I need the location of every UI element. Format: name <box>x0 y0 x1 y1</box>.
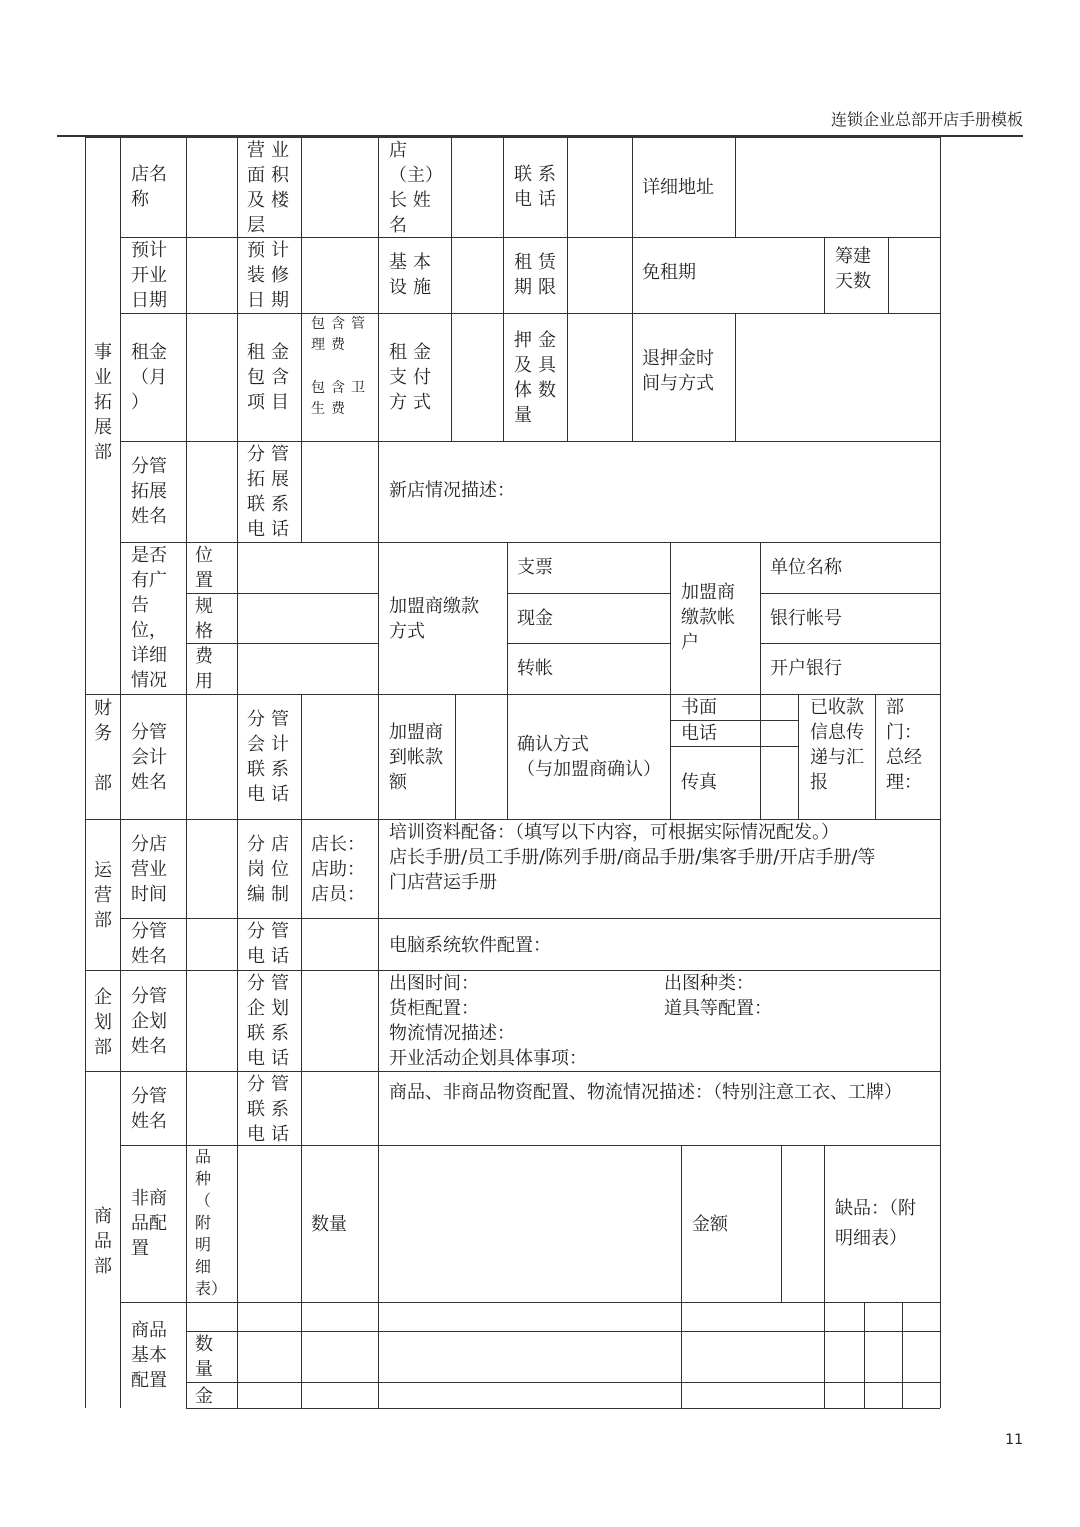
row-line <box>186 1331 940 1332</box>
row-line <box>120 441 940 442</box>
label-ad: 是否 有广 告 位， 详细 情况 <box>131 545 167 691</box>
label-opening: 开业活动企划具体事项： <box>389 1048 587 1069</box>
col-line <box>824 237 825 313</box>
dept-column-line <box>120 137 121 1408</box>
label-mgr-name: 分管 拓展 姓名 <box>131 456 167 527</box>
col-line <box>301 1071 302 1408</box>
dept-line-merchandise <box>85 1071 940 1072</box>
col-line <box>864 1302 865 1408</box>
label-staffing: 分店 岗位 编制 <box>247 834 295 905</box>
label-ad-fee: 费 用 <box>195 646 213 692</box>
dept-planning: 企 划 部 <box>94 987 112 1058</box>
col-line <box>378 1071 379 1408</box>
label-dept: 部 门： 总经 理： <box>886 697 922 793</box>
label-facilities: 基本 设施 <box>389 252 437 298</box>
label-basic: 商品 基本 配置 <box>131 1320 167 1391</box>
label-franchise-acct: 加盟商 缴款帐 户 <box>681 582 735 653</box>
col-line <box>237 542 238 694</box>
label-area-floor: 营业 面积 及楼 层 <box>247 140 295 236</box>
col-line <box>681 1145 682 1408</box>
label-acct-name: 分管 会计 姓名 <box>131 722 167 793</box>
row-line <box>120 542 940 543</box>
col-line <box>301 970 302 1071</box>
row-line <box>186 593 378 594</box>
label-bank-acct: 银行帐号 <box>770 608 842 629</box>
row-line <box>507 643 670 644</box>
label-ops-mgr-name: 分管 姓名 <box>131 921 167 967</box>
label-mgr-phone: 分管 拓展 联系 电话 <box>247 444 295 540</box>
col-line <box>875 694 876 819</box>
col-line <box>237 970 238 1071</box>
label-pc: 电脑系统软件配置： <box>389 935 551 956</box>
label-non-goods: 非商 品配 置 <box>131 1188 167 1259</box>
label-ops-mgr-phone: 分管 电话 <box>247 921 295 967</box>
label-contact-phone: 联系 电话 <box>514 164 562 210</box>
label-new-store-desc: 新店情况描述： <box>389 480 515 501</box>
form-top-line <box>85 137 940 138</box>
label-phone: 电话 <box>681 723 717 744</box>
col-line <box>507 542 508 694</box>
label-transfer: 转帐 <box>517 658 553 679</box>
col-line <box>237 137 238 542</box>
row-line <box>670 746 798 747</box>
label-quantity: 数量 <box>311 1214 347 1235</box>
col-line <box>902 1302 903 1408</box>
col-line <box>455 694 456 819</box>
label-merch-mgr-name: 分管 姓名 <box>131 1086 167 1132</box>
col-line <box>186 1071 187 1408</box>
col-line <box>378 819 379 970</box>
col-line <box>451 137 452 441</box>
row-line <box>120 313 940 314</box>
label-open-date: 预计 开业 日期 <box>131 240 167 311</box>
col-line <box>670 694 671 819</box>
col-line <box>503 137 504 441</box>
col-line <box>378 970 379 1071</box>
col-line <box>186 970 187 1071</box>
col-line <box>567 137 568 441</box>
label-rent-free: 免租期 <box>642 262 696 283</box>
label-received: 加盟商 到帐款 额 <box>389 722 443 793</box>
label-prep-days: 筹建 天数 <box>835 246 871 292</box>
label-confirm: 确认方式 （与加盟商确认） <box>517 734 661 780</box>
label-manager-name: 店 （主） 长 姓 名 <box>389 140 443 236</box>
dept-finance: 财 务 部 <box>94 698 112 794</box>
label-qty2: 数 量 <box>195 1334 213 1380</box>
label-plan-mgr-name: 分管 企划 姓名 <box>131 986 167 1057</box>
label-logistics: 物流情况描述： <box>389 1023 515 1044</box>
label-bank: 开户银行 <box>770 658 842 679</box>
label-plan-mgr-phone: 分管 企划 联系 电话 <box>247 973 295 1069</box>
row-line <box>186 643 378 644</box>
col-line <box>824 1302 825 1408</box>
row-line <box>186 1382 940 1383</box>
dept-merchandise: 商 品 部 <box>94 1206 112 1277</box>
col-line <box>301 694 302 819</box>
label-counter: 货柜配置： <box>389 998 479 1019</box>
col-line <box>186 694 187 819</box>
col-line <box>378 137 379 694</box>
col-line <box>301 819 302 970</box>
label-ad-size: 规 格 <box>195 596 213 642</box>
label-rent-items: 租金 包含 项目 <box>247 342 295 413</box>
col-line <box>888 237 889 313</box>
label-shortage: 缺品：（附 明细表） <box>835 1198 916 1249</box>
page-number: 11 <box>1005 1432 1023 1448</box>
row-line <box>760 643 940 644</box>
dept-operations: 运 营 部 <box>94 860 112 931</box>
label-company: 单位名称 <box>770 557 842 578</box>
col-line <box>735 313 736 441</box>
col-line <box>735 137 736 237</box>
row-line <box>507 593 670 594</box>
label-info: 已收款 信息传 递与汇 报 <box>810 697 864 793</box>
label-drawing-type: 出图种类： <box>664 973 754 994</box>
label-decor-date: 预计 装修 日期 <box>247 240 295 311</box>
col-line <box>301 137 302 542</box>
label-cash: 现金 <box>517 608 553 629</box>
col-line <box>378 694 379 819</box>
label-amount: 金额 <box>692 1214 728 1235</box>
col-line <box>186 819 187 970</box>
row-line <box>120 918 940 919</box>
row-line <box>760 593 940 594</box>
col-line <box>760 542 761 694</box>
col-line <box>632 137 633 441</box>
row-line <box>120 1302 940 1303</box>
label-rent: 租金 （月 ） <box>131 342 167 413</box>
col-line <box>798 694 799 819</box>
label-deposit: 押金 及具 体数 量 <box>514 330 562 426</box>
label-variety: 品 种 （ 附 明 细 表） <box>195 1147 228 1298</box>
col-line <box>186 542 187 694</box>
row-line <box>120 237 940 238</box>
label-cheque: 支票 <box>517 557 553 578</box>
col-line <box>237 694 238 819</box>
label-ad-pos: 位 置 <box>195 545 213 591</box>
col-line <box>237 819 238 970</box>
label-address: 详细地址 <box>642 177 714 198</box>
label-acct-phone: 分管 会计 联系 电话 <box>247 709 295 805</box>
label-store-name: 店名 称 <box>131 164 167 210</box>
label-roles: 店长： 店助： 店员： <box>311 834 365 905</box>
label-lease-term: 租赁 期限 <box>514 252 562 298</box>
outer-border-left <box>85 137 86 1408</box>
col-line <box>670 542 671 694</box>
label-drawing-time: 出图时间： <box>389 973 479 994</box>
label-supplies: 商品、非商品物资配置、物流情况描述：（特别注意工衣、工牌） <box>389 1082 902 1103</box>
label-franchise-pay: 加盟商缴款 方式 <box>389 596 479 642</box>
label-training: 培训资料配备：（填写以下内容，可根据实际情况配发。） 店长手册/员工手册/陈列手册/商品手册/集客手册/开店手册/等 门店营运手册 <box>389 822 876 893</box>
label-incl-mgmt: 包含管 理费 <box>311 316 371 353</box>
label-merch-mgr-phone: 分管 联系 电话 <box>247 1074 295 1145</box>
label-incl-sanit: 包含卫 生费 <box>311 380 371 417</box>
label-written: 书面 <box>681 697 717 718</box>
label-amt2: 金 <box>195 1386 213 1407</box>
col-line <box>781 1145 782 1302</box>
row-line <box>186 1408 940 1409</box>
col-line <box>237 1071 238 1408</box>
col-line <box>760 694 761 819</box>
header-title: 连锁企业总部开店手册模板 <box>830 110 1023 129</box>
label-hours: 分店 营业 时间 <box>131 834 167 905</box>
label-deposit-return: 退押金时 间与方式 <box>642 348 714 394</box>
dept-expansion: 事 业 拓 展 部 <box>94 342 112 463</box>
dept-line-planning <box>85 970 940 971</box>
label-fax: 传真 <box>681 772 717 793</box>
label-props: 道具等配置： <box>664 998 772 1019</box>
col-line <box>824 1145 825 1302</box>
outer-border-right <box>940 137 941 1408</box>
label-payment-method: 租金 支付 方式 <box>389 342 437 413</box>
row-line <box>120 1145 940 1146</box>
col-line <box>186 137 187 542</box>
col-line <box>507 694 508 819</box>
